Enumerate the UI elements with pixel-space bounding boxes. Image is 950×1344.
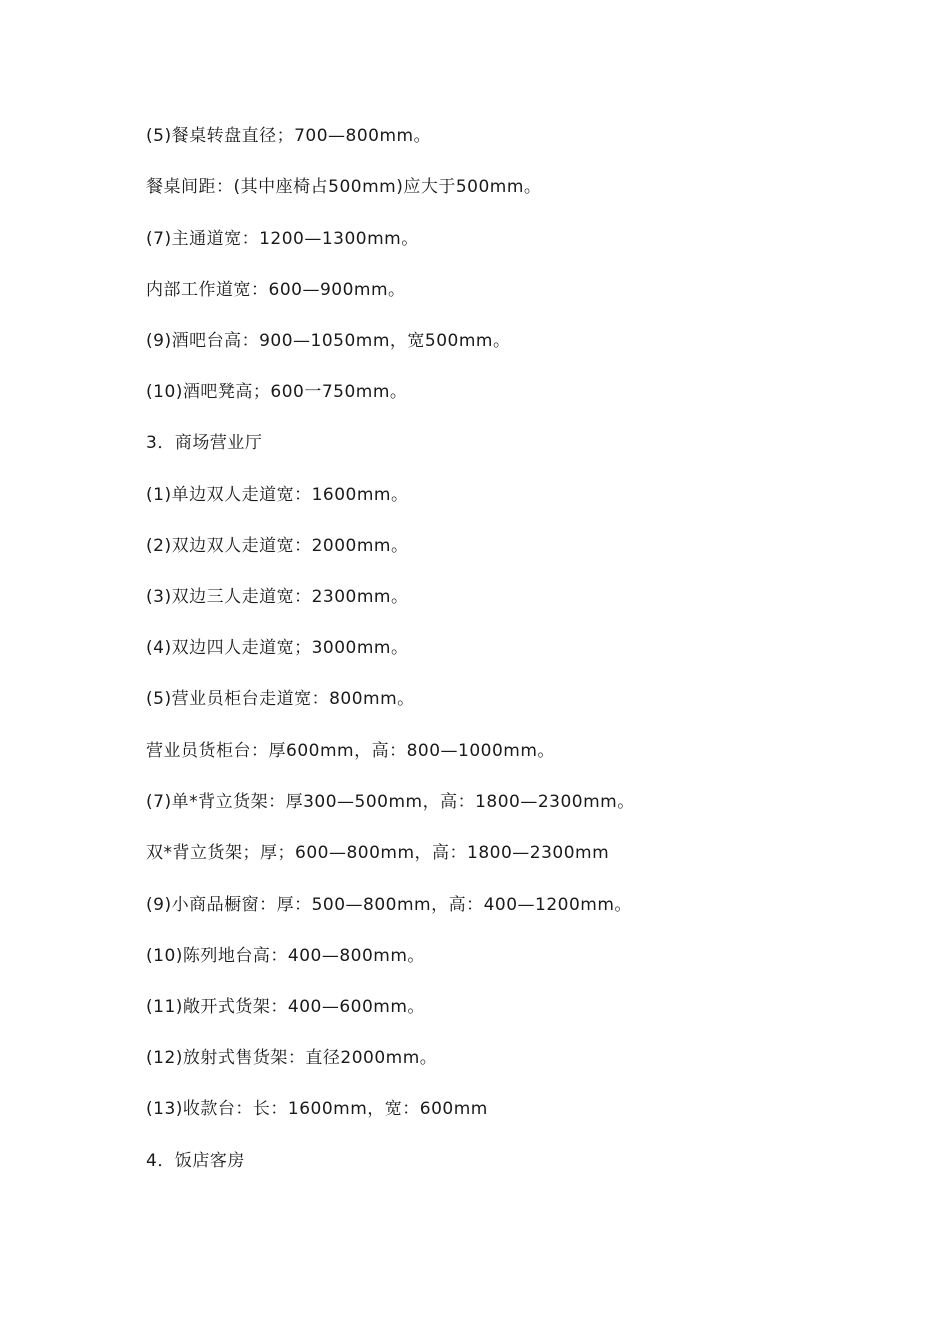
text-line-single-side-two-person: (1)单边双人走道宽：1600mm。 bbox=[146, 485, 409, 505]
text-line-open-shelf: (11)敞开式货架：400—600mm。 bbox=[146, 997, 425, 1017]
text-line-dining-table-turntable: (5)餐桌转盘直径；700—800mm。 bbox=[146, 126, 432, 146]
text-line-clerk-counter: 营业员货柜台：厚600mm，高：800—1000mm。 bbox=[146, 741, 555, 761]
text-line-bar-counter: (9)酒吧台高：900—1050mm，宽500mm。 bbox=[146, 331, 511, 351]
text-line-internal-aisle: 内部工作道宽：600—900mm。 bbox=[146, 280, 406, 300]
text-line-dining-table-spacing: 餐桌间距：(其中座椅占500mm)应大于500mm。 bbox=[146, 177, 542, 197]
text-line-double-side-two-person: (2)双边双人走道宽：2000mm。 bbox=[146, 536, 409, 556]
text-line-main-aisle: (7)主通道宽：1200—1300mm。 bbox=[146, 229, 419, 249]
section-heading-hotel-room: 4．饭店客房 bbox=[146, 1151, 245, 1171]
text-line-single-shelf: (7)单*背立货架：厚300—500mm，高：1800—2300mm。 bbox=[146, 792, 635, 812]
section-heading-mall-hall: 3．商场营业厅 bbox=[146, 433, 263, 453]
text-line-clerk-counter-aisle: (5)营业员柜台走道宽：800mm。 bbox=[146, 689, 415, 709]
text-line-radial-shelf: (12)放射式售货架：直径2000mm。 bbox=[146, 1048, 438, 1068]
text-line-double-side-four-person: (4)双边四人走道宽；3000mm。 bbox=[146, 638, 409, 658]
text-line-small-goods-window: (9)小商品橱窗：厚：500—800mm，高：400—1200mm。 bbox=[146, 895, 632, 915]
text-line-bar-stool: (10)酒吧凳高；600一750mm。 bbox=[146, 382, 408, 402]
text-line-display-platform: (10)陈列地台高：400—800mm。 bbox=[146, 946, 425, 966]
text-line-cashier-counter: (13)收款台：长：1600mm，宽：600mm bbox=[146, 1099, 488, 1119]
text-line-double-shelf: 双*背立货架；厚；600—800mm，高：1800—2300mm bbox=[146, 843, 610, 863]
text-line-double-side-three-person: (3)双边三人走道宽：2300mm。 bbox=[146, 587, 409, 607]
